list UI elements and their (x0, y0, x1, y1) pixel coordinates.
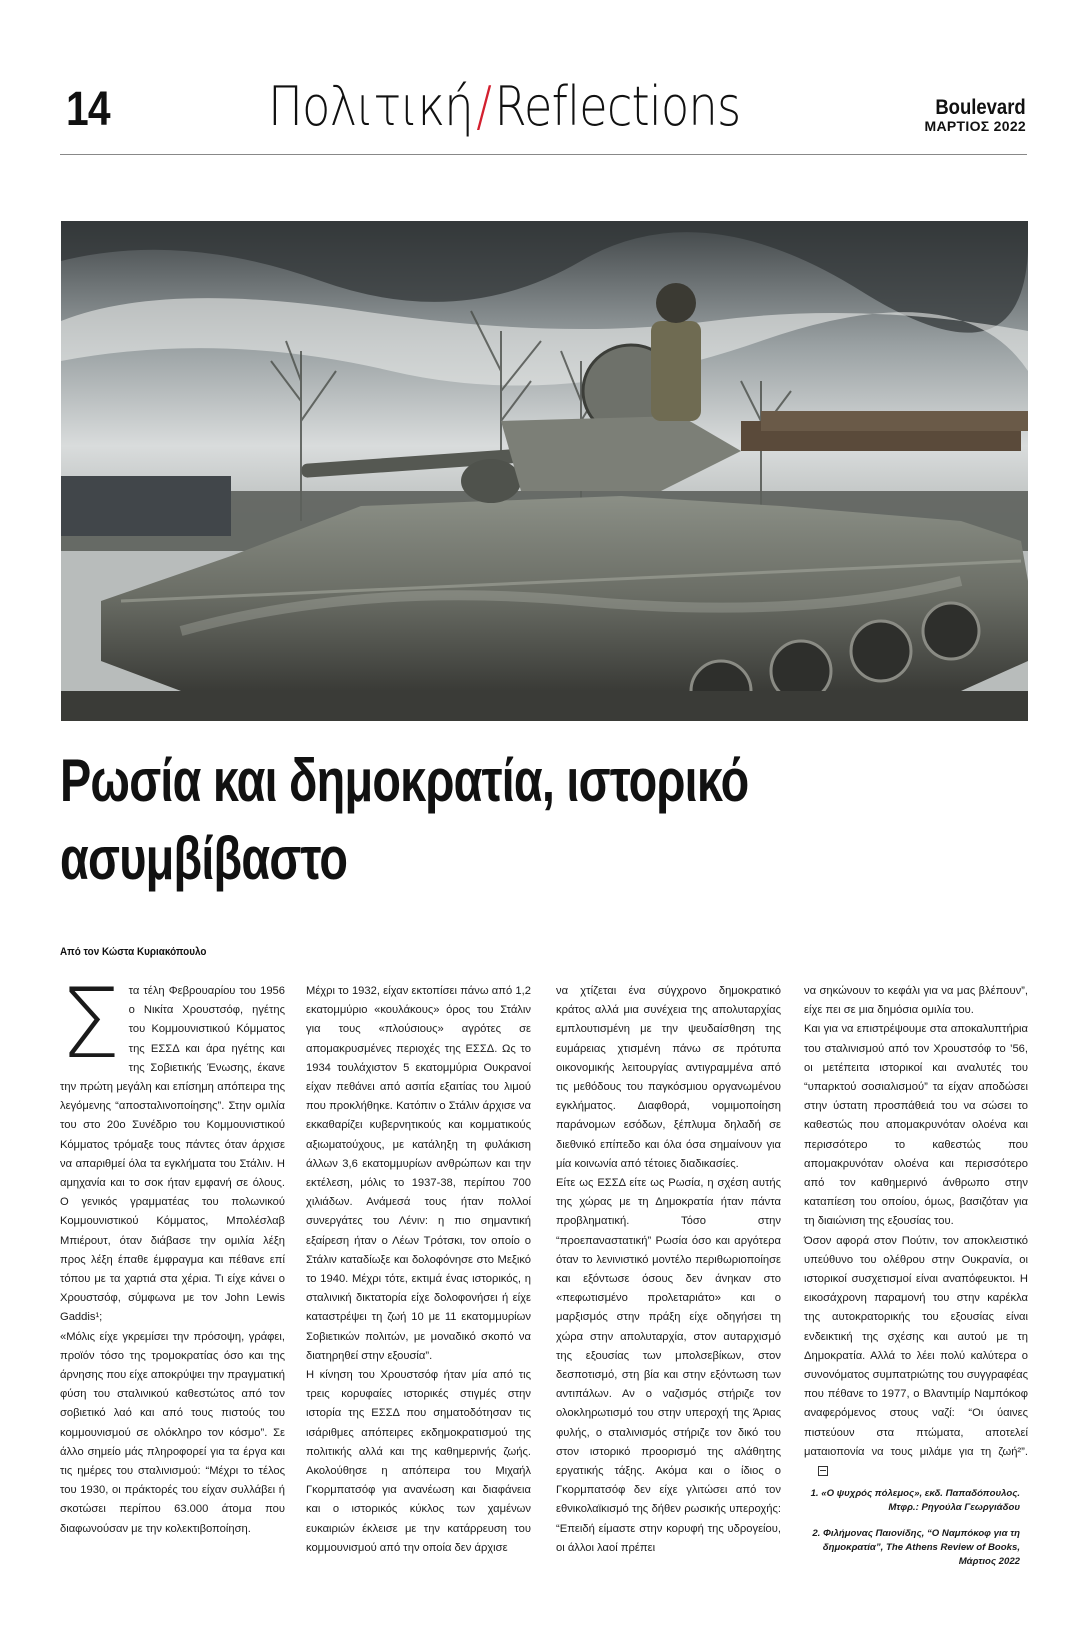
brand-block (923, 98, 1026, 134)
article-column-3 (556, 982, 781, 1558)
paragraph-final (804, 1232, 1028, 1482)
section-title (268, 74, 741, 140)
article-column-2 (306, 982, 531, 1558)
byline: Από τον Κώστα Κυριακόπουλο (60, 946, 207, 958)
photo-illustration (61, 221, 1028, 721)
section-separator: / (476, 75, 492, 138)
article-column-1 (60, 968, 285, 1539)
section-name: Πολιτική (268, 75, 473, 138)
armored-vehicle-photo (61, 221, 1028, 721)
issue-date: ΜΑΡΤΙΟΣ 2022 (924, 118, 1026, 134)
footnote-1: 1. «Ο ψυχρός πόλεμος», εκδ. Παπαδόπουλος. Μτφρ.: Ρηγούλα Γεωργιάδου (810, 1488, 1020, 1513)
headline-line-1: Ρωσία και δημοκρατία, ιστορικό (60, 747, 749, 814)
paragraph: να χτίζεται ένα σύγχρονο δημοκρατικό κράτος αλλά μια συνέχεια της απολυταρχίας εμπλουτισμένη με την ψευδαίσθηση της ευμάρειας χτισμένη πάνω σε πρότυπα οικονομικής λειτουργίας αντιγραμμένα από τις μεθόδους του παγκόσμιου οργανωμένου εγκλήματος. Διαφθορά, νομιμοποίηση παράνομων εσόδων, ξέπλυμα δηλαδή σε διεθνικό επίπεδο και όλα όσα σημαίνουν για μία κοινωνία από τέτοιες διαδικασίες. (556, 985, 781, 1170)
page-number: 14 (66, 83, 110, 136)
dropcap: Σ (60, 968, 121, 1080)
paragraph: Και για να επιστρέψουμε στα αποκαλυπτήρια του σταλινισμού από τον Χρουστσόφ το ’56, οι μετέπειτα ιστορικοί και αναλυτές του “υπαρκτού σοσιαλισμού” τα είχαν αποδώσει στην ύστατη προσπάθειά του να σώσει το καθεστώς που απομακρυνόταν ολοένα και περισσότερο το καθεστώς που απομακρυνόταν ολοένα και περισσότερο από τον καθημερινό άνθρωπο στην καταπίεση του οποίου, όμως, βασιζόταν για τη διαιώνιση της εξουσίας του. (804, 1023, 1028, 1228)
footnote-2: 2. Φιλήμονας Παιονίδης, “Ο Ναμπόκοφ για τη δημοκρατία”, The Athens Review of Books, Μάρτιος 2022 (812, 1528, 1020, 1567)
end-of-article-icon (818, 1466, 828, 1476)
header-divider (60, 154, 1027, 155)
footnotes (804, 1487, 1020, 1581)
brand-logo: Boulevard (935, 96, 1026, 119)
paragraph: Είτε ως ΕΣΣΔ είτε ως Ρωσία, η σχέση αυτής της χώρας με τη Δημοκρατία ήταν πάντα προβληματική. Τόσο στην “προεπαναστατική” Ρωσία όσο και αργότερα όταν το λενινιστικό μοντέλο περιθωριοποίησε και εξόντωσε όσους δεν άνηκαν στο «πεφωτισμένο προλεταριάτο» και ο μαρξισμός στην πράξη είχε οδηγήσει τη χώρα στην απολυταρχία, στον αυταρχισμό της εξουσίας των μπολσεβίκων, στον δεσποτισμό, στη βία και στην εξόντωση των αντιπάλων. Αν ο ναζισμός στήριζε τον ολοκληρωτισμό του στην υπεροχή της Άριας φυλής, ο σταλινισμός στήριζε τον δικό του στον ιστορικό προορισμό της αλάθητης εργατικής τάξης. Ακόμα και ο ίδιος ο Γκορμπατσόφ δεν είχε γλιτώσει από τον εθνικολαϊκισμό της δήθεν ρωσικής υπεροχής: “Επειδή είμαστε στην κορυφή της υδρογείου, οι άλλοι λαοί πρέπει (556, 1177, 781, 1554)
paragraph: Όσον αφορά στον Πούτιν, τον αποκλειστικό υπεύθυνο του ολέθρου στην Ουκρανία, οι ιστορικοί συσχετισμοί είναι αναπόφευκτοι. Η εικοσάχρονη παραμονή του στην καρέκλα της αυτοκρατορικής του εξουσίας είναι ενδεικτική της σχέσης και αυτού με τη Δημοκρατία. Αλλά το λέει πολύ καλύτερα ο συνονόματος συμπατριώτης του συγγραφέας που πέθανε το 1977, ο Βλαντιμίρ Ναμπόκοφ αναφερόμενος στους ναζί: “Οι ύαινες πιστεύουν στα πτώματα, αποτελεί ματαιοπονία να τους μιλάμε για τη ζωή²”. (804, 1234, 1028, 1458)
headline-line-2: ασυμβίβαστο (60, 825, 348, 892)
paragraph: Η κίνηση του Χρουστσόφ ήταν μία από τις τρεις κορυφαίες ιστορικές στιγμές στην ιστορία της ΕΣΣΔ που σηματοδότησαν τις ισάριθμες απόπειρες εκδημοκρατισμού της πολιτικής αλλά και της καθημερινής ζωής. Ακολούθησε η απόπειρα του Μιχαήλ Γκορμπατσόφ για ανανέωση και διαφάνεια και ο ιστορικός κύκλος των χαμένων ευκαιριών έκλεισε με την κατάρρευση του κομμουνισμού από την οποία δεν άρχισε (306, 1369, 531, 1554)
paragraph: τα τέλη Φεβρουαρίου του 1956 ο Νικίτα Χρουστσόφ, ηγέτης του Κομμουνιστικού Κόμματος της ΕΣΣΔ και άρα ηγέτης και της Σοβιετικής Ένωσης, έκανε την πρώτη μεγάλη και επίσημη απόπειρα της λεγόμενης “αποσταλινοποίησης”. Στην ομιλία του στο 20ο Συνέδριο του Κομμουνιστικού Κόμματος τρόμαξε τους πάντες όταν άρχισε να απαριθμεί όλα τα εγκλήματα του Στάλιν. Η αμηχανία και το σοκ ήταν εμφανή σε όλους. Ο γενικός γραμματέας του πολωνικού Κομμουνιστικού Κόμματος, Μπολέσλαβ Μπιέρουτ, όταν διάβασε την ομιλία λέξη προς λέξη έπαθε έμφραγμα και πέθανε επί τόπου με τα χαρτιά στα χέρια. Τι είχε κάνει ο Χρουστσόφ, σύμφωνα με τον John Lewis Gaddis¹; (60, 985, 285, 1324)
paragraph: να σηκώνουν το κεφάλι για να μας βλέπουν”, είχε πει σε μια δημόσια ομιλία του. (804, 985, 1028, 1017)
page-header (0, 0, 1080, 160)
paragraph: Μέχρι το 1932, είχαν εκτοπίσει πάνω από 1,2 εκατομμύριο «κουλάκους» όρος του Στάλιν για τους «πλούσιους» αγρότες σε απομακρυσμένες περιοχές της ΕΣΣΔ. Ως το 1934 τουλάχιστον 5 εκατομμύρια Ουκρανοί είχαν πεθάνει από ασιτία εξαιτίας του λιμού που προκλήθηκε. Κατόπιν ο Στάλιν άρχισε να εκκαθαρίζει κυβερνητικούς και κομματικούς αξιωματούχους, με κατάληξη τη φυλάκιση άλλων 3,6 εκατομμυρίων ανθρώπων και την εκτέλεση, μόλις το 1937-38, περίπου 700 χιλιάδων. Ανάμεσά τους ήταν πολλοί συνεργάτες του Λένιν: η πιο σημαντική εξαίρεση ήταν ο Λέων Τρότσκι, τον οποίο ο Στάλιν καταδίωξε και δολοφόνησε στο Μεξικό το 1940. Μέχρι τότε, εκτιμά ένας ιστορικός, η σταλινική δικτατορία είχε δολοφονήσει ή είχε καταστρέψει τη ζωή 10 με 11 εκατομμυρίων Σοβιετικών πολιτών, με μοναδικό σκοπό να διατηρηθεί στην εξουσία”. (306, 985, 531, 1362)
article-column-4 (804, 982, 1028, 1481)
subsection-name: Reflections (494, 75, 741, 138)
paragraph: «Μόλις είχε γκρεμίσει την πρόσοψη, γράφει, προϊόν τόσο της τρομοκρατίας όσο και της άρνησης που είχε αποκρύψει την πραγματική φύση του σταλινικού καθεστώτος από τον σοβιετικό λαό και από τους πιστούς του κομμουνισμού σε ολόκληρο τον κόσμο”. Σε άλλο σημείο μάς πληροφορεί για τα έργα και τις ημέρες του σταλινισμού: “Μέχρι το τέλος του 1930, οι πράκτορές του είχαν συλλάβει ή σκοτώσει περίπου 63.000 άτομα που διαφωνούσαν με την κολεκτιβοποίηση. (60, 1330, 285, 1535)
article-headline (60, 742, 856, 898)
